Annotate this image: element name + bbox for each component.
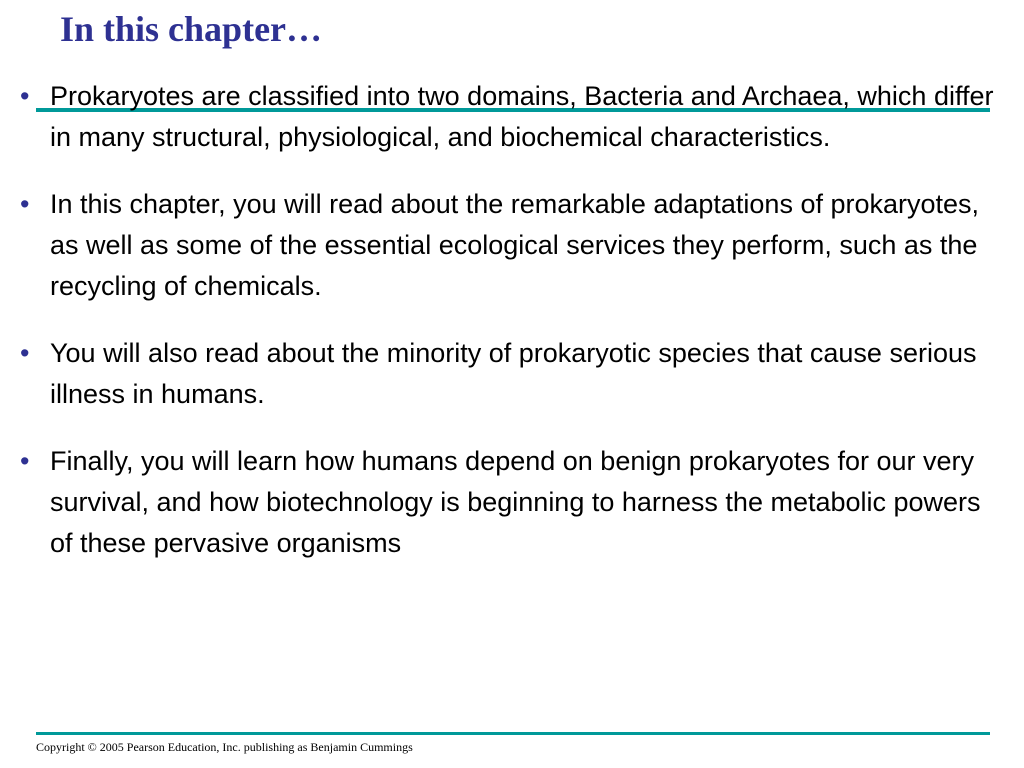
bullet-marker: •: [20, 446, 30, 476]
bullet-text: You will also read about the minority of prokaryotic species that cause serious illness in humans.: [50, 338, 977, 409]
copyright-footer: Copyright © 2005 Pearson Education, Inc. publishing as Benjamin Cummings: [36, 740, 413, 754]
bullet-text: In this chapter, you will read about the remarkable adaptations of prokaryotes, as well as some of the essential ecological services they perform, such as the recycling of chemicals.: [50, 189, 980, 301]
bullet-marker: •: [20, 189, 30, 219]
bullet-item: [20, 441, 1010, 564]
bullet-text: Finally, you will learn how humans depend on benign prokaryotes for our very survival, and how biotechnology is beginning to harness the metabolic powers of these pervasive organisms: [50, 446, 981, 558]
bullet-item: [20, 333, 1010, 415]
bullet-marker: •: [20, 81, 30, 111]
bullet-list: [20, 76, 1010, 590]
slide-title: In this chapter…: [60, 9, 323, 49]
bullet-item: [20, 76, 1010, 158]
bullet-text: Prokaryotes are classified into two domains, Bacteria and Archaea, which differ in many structural, physiological, and biochemical characteristics.: [50, 81, 994, 152]
bullet-item: [20, 184, 1010, 307]
bullet-marker: •: [20, 338, 30, 368]
footer-divider: [36, 732, 990, 735]
